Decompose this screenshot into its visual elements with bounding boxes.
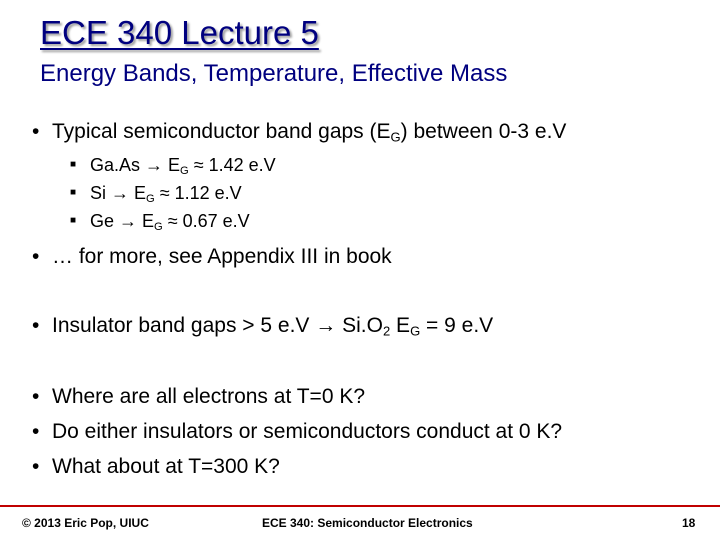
page-number: 18	[682, 516, 696, 530]
subbullet-si: ■ $Si \to E_G \approx 1.12$ e.V	[70, 183, 242, 205]
bullet-question-1: • Where are all electrons at T=0 K?	[32, 385, 366, 408]
right-arrow-icon: →	[315, 314, 337, 337]
footer-copyright: © 2013 Eric Pop, UIUC	[22, 516, 149, 530]
bullet-question-2: • Do either insulators or semiconductors conduct at 0 K?	[32, 420, 563, 443]
bullet-dot: •	[32, 245, 40, 268]
bullet-question-3: • What about at T=300 K?	[32, 455, 280, 478]
bullet-dot: •	[32, 455, 40, 478]
square-bullet-icon: ■	[70, 158, 77, 170]
bullet-dot: •	[32, 120, 40, 143]
slide-subtitle: Energy Bands, Temperature, Effective Mass	[40, 60, 508, 87]
bullet-dot: •	[32, 314, 40, 337]
square-bullet-icon: ■	[70, 214, 77, 226]
footer-divider	[0, 505, 720, 507]
square-bullet-icon: ■	[70, 186, 77, 198]
bullet-band-gaps: • Typical semiconductor band gaps $(E_G)$ between 0-3 e.V	[32, 120, 567, 145]
bullet-dot: •	[32, 385, 40, 408]
subbullet-ge: ■ $Ge \to E_G \approx 0.67$ e.V	[70, 211, 250, 233]
footer-course: ECE 340: Semiconductor Electronics	[262, 516, 473, 530]
subbullet-gaas: ■ $Ga.As \to E_G \approx 1.42$ e.V	[70, 155, 276, 177]
slide-title: ECE 340 Lecture 5	[40, 14, 319, 51]
bullet-appendix: • … for more, see Appendix III in book	[32, 245, 392, 268]
bullet-insulator: • Insulator band gaps > 5 $e.V \to Si.O_2$ $E_G = 9$ e.V	[32, 314, 494, 339]
bullet-dot: •	[32, 420, 40, 443]
